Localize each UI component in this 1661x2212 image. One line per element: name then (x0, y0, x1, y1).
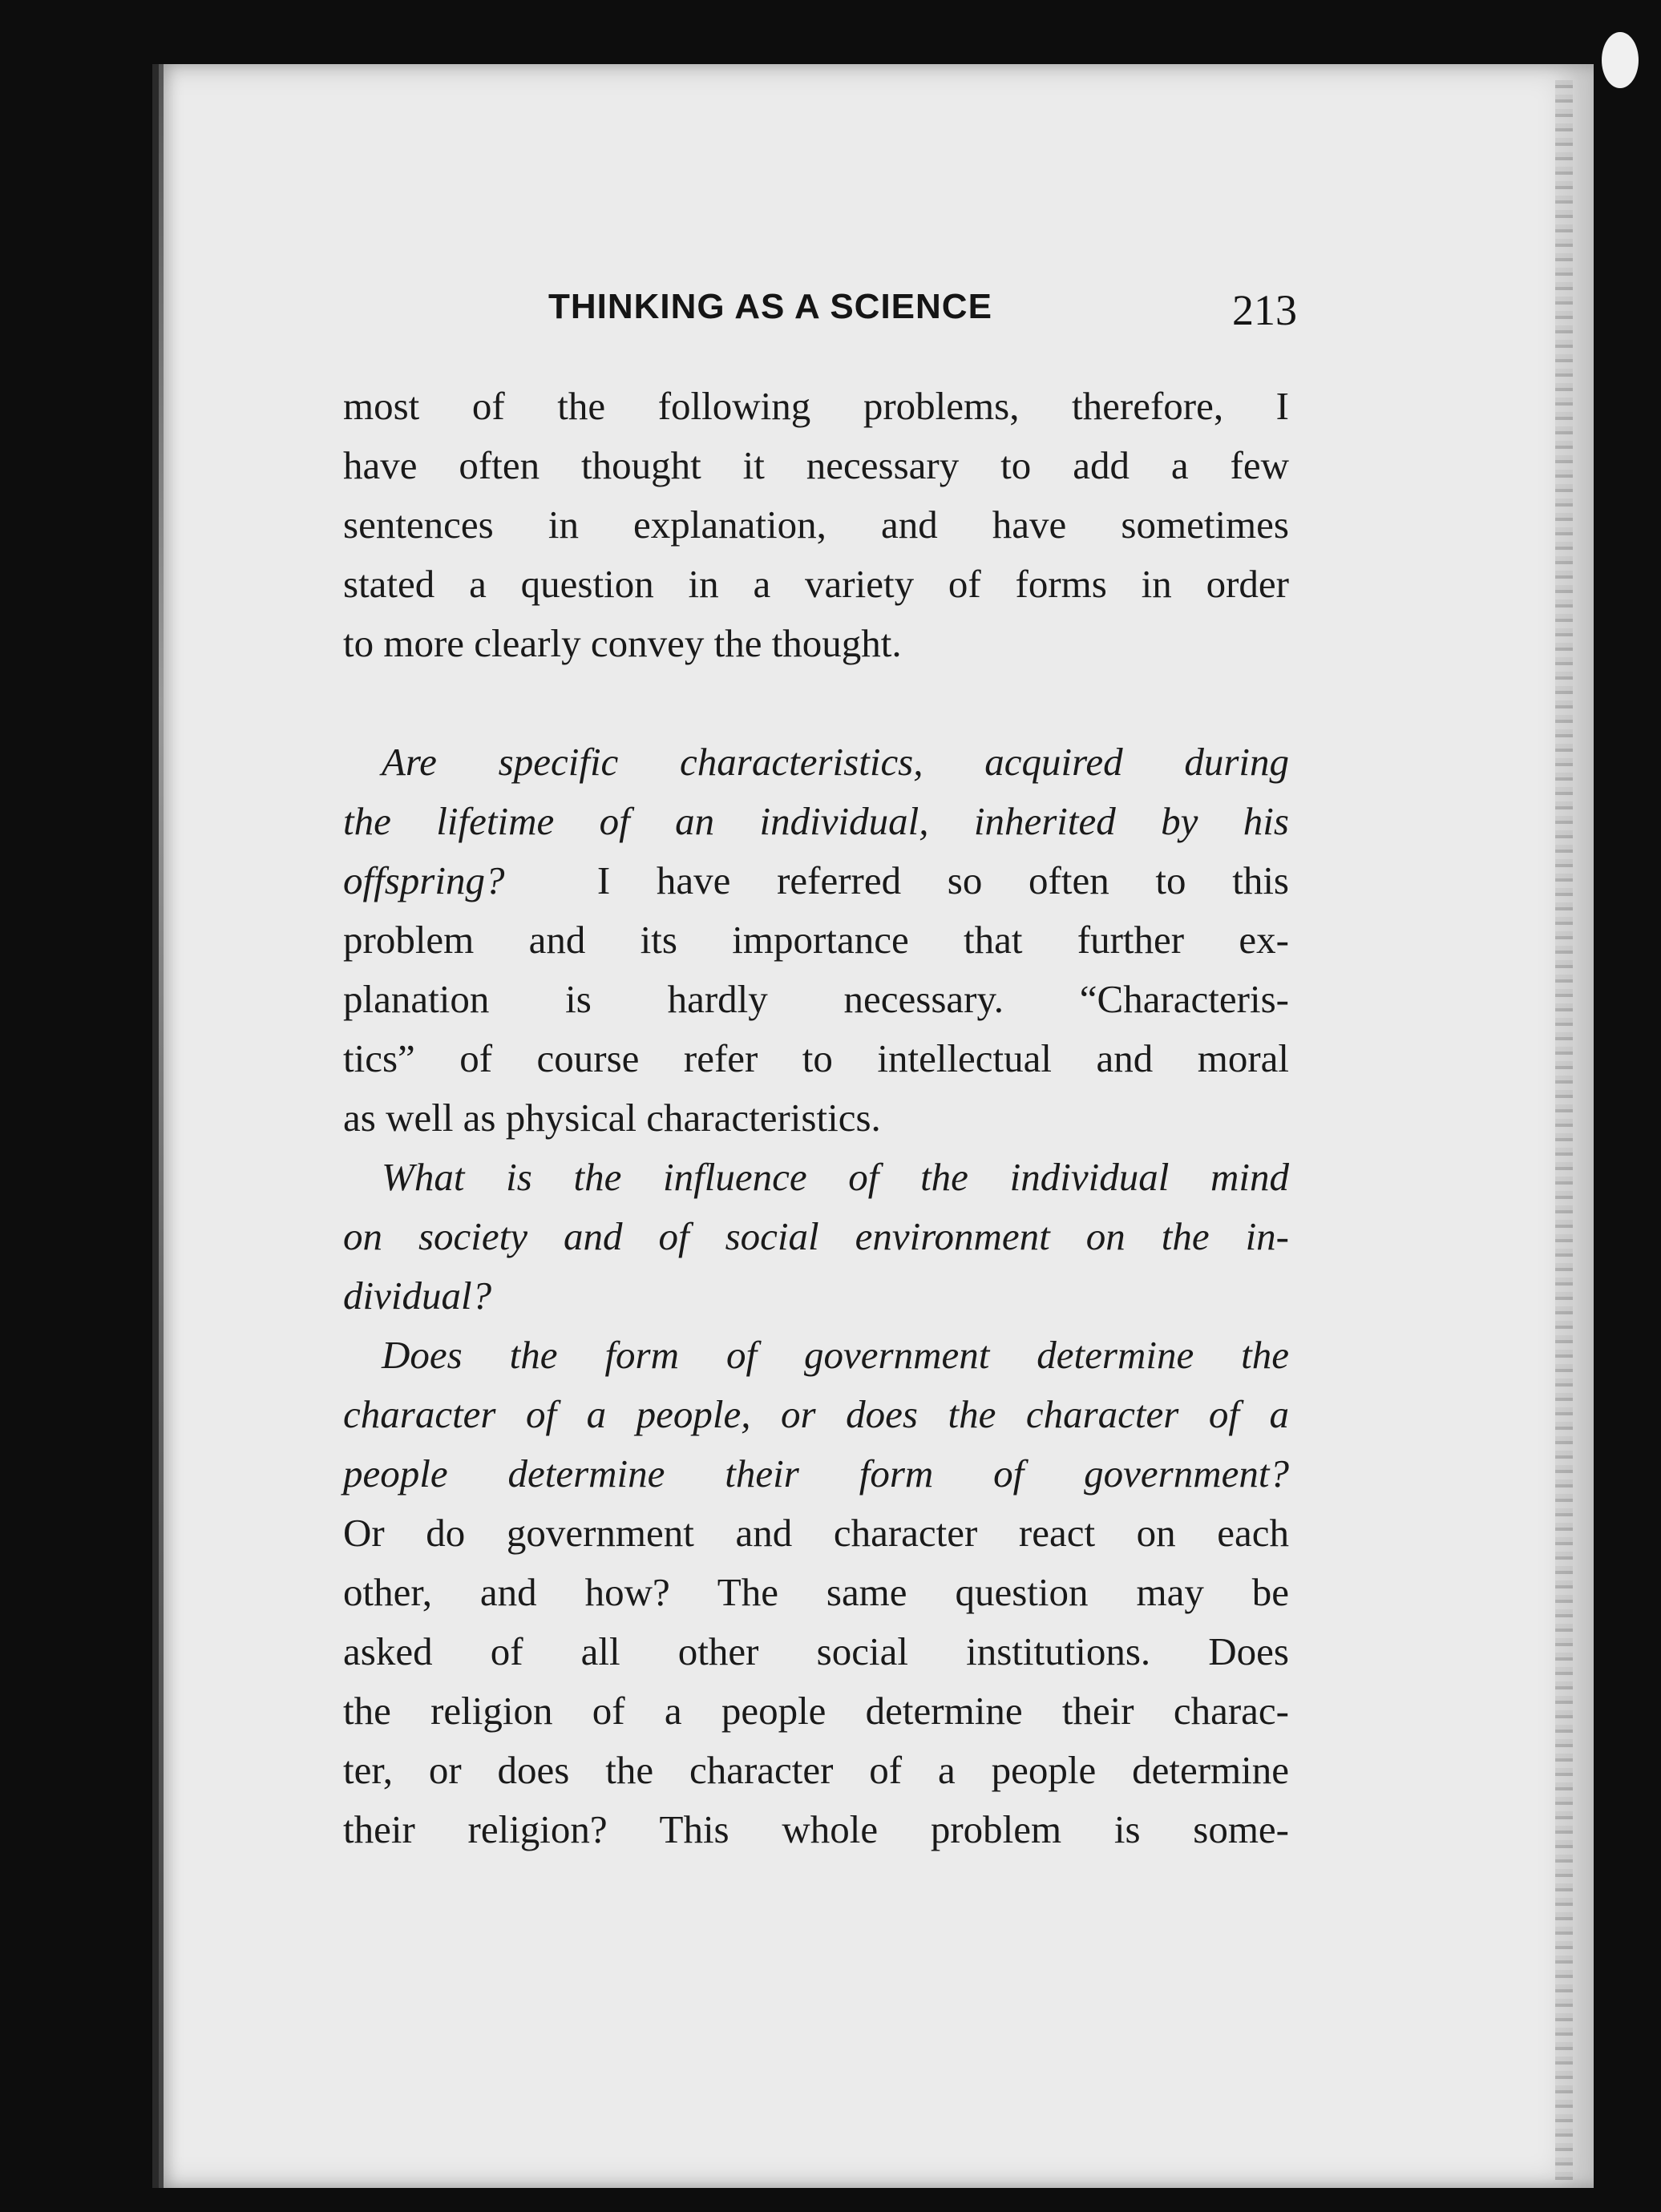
question-text: dividual? (343, 1274, 492, 1318)
paragraph-3 (343, 1148, 1289, 1326)
paragraph-gap (343, 673, 1289, 733)
text-line: most of the following problems, therefore, I (343, 384, 1289, 428)
body-text (343, 377, 1289, 1859)
text-line: their religion? This whole problem is some- (343, 1807, 1289, 1851)
question-line (343, 733, 1289, 792)
text-line: planation is hardly necessary. “Characteris- (343, 977, 1289, 1021)
paragraph-4 (343, 1326, 1289, 1859)
text-line: stated a question in a variety of forms in order (343, 562, 1289, 606)
page-edge (1555, 80, 1573, 2180)
question-text: the lifetime of an individual, inherited by his (343, 799, 1289, 843)
binding-gutter (159, 64, 164, 2188)
question-line (343, 1266, 1289, 1326)
question-text: on society and of social environment on the in- (343, 1214, 1289, 1258)
question-text: What is the influence of the individual mind (382, 1155, 1289, 1199)
question-text: Are specific characteristics, acquired during (382, 740, 1289, 784)
running-head (343, 287, 1297, 343)
text-line: as well as physical characteristics. (343, 1096, 881, 1140)
text-line: to more clearly convey the thought. (343, 621, 902, 665)
question-line (343, 1444, 1289, 1504)
text-line: asked of all other social institutions. Does (343, 1629, 1289, 1673)
text-line: the religion of a people determine their charac- (343, 1689, 1289, 1733)
question-line (343, 1207, 1289, 1266)
question-line (343, 1326, 1289, 1385)
question-text: offspring? (343, 858, 505, 902)
question-text: character of a people, or does the character of a (343, 1392, 1289, 1436)
running-title: THINKING AS A SCIENCE (548, 287, 992, 326)
question-line (343, 792, 1289, 851)
punch-hole (1602, 32, 1639, 88)
text-span: I have referred so often to this (596, 858, 1289, 902)
question-line (343, 1148, 1289, 1207)
paragraph-2 (343, 733, 1289, 1148)
question-text: people determine their form of government? (343, 1451, 1289, 1496)
mixed-line (343, 851, 1289, 910)
text-line: sentences in explanation, and have sometimes (343, 503, 1289, 547)
text-line: ter, or does the character of a people determine (343, 1748, 1289, 1792)
question-text: Does the form of government determine the (382, 1333, 1289, 1377)
text-line: problem and its importance that further ex- (343, 918, 1289, 962)
text-line: other, and how? The same question may be (343, 1570, 1289, 1614)
text-line: tics” of course refer to intellectual and moral (343, 1036, 1289, 1080)
text-line: Or do government and character react on each (343, 1511, 1289, 1555)
paragraph-1 (343, 377, 1289, 673)
page-number: 213 (1232, 286, 1297, 334)
text-line: have often thought it necessary to add a few (343, 443, 1289, 487)
question-line (343, 1385, 1289, 1444)
